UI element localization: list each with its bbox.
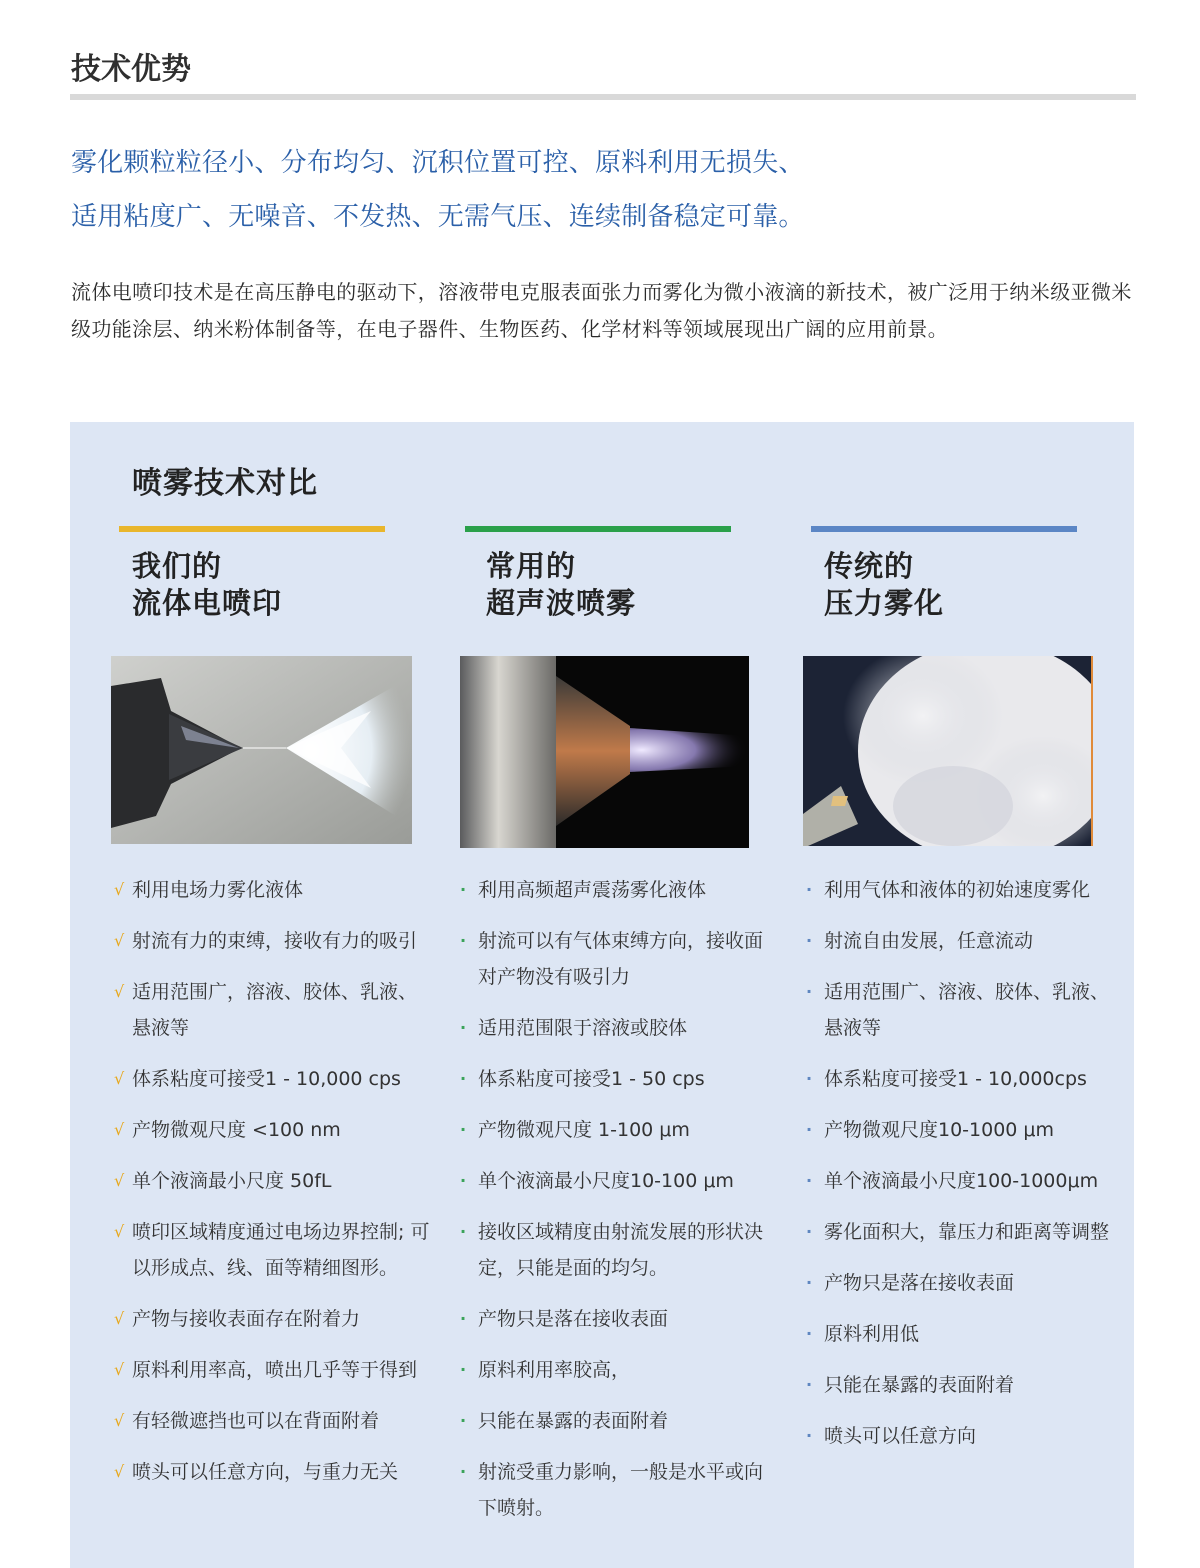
column-3-item: · 单个液滴最小尺度100-1000μm [806,1163,1116,1199]
bullet-dot-icon: · [460,1360,467,1379]
comparison-title: 喷雾技术对比 [132,466,318,501]
column-2-item: · 产物只是落在接收表面 [460,1301,780,1337]
intro-paragraph: 流体电喷印技术是在高压静电的驱动下，溶液带电克服表面张力而雾化为微小液滴的新技术，被广泛用于纳米级亚微米级功能涂层、纳米粉体制备等，在电子器件、生物医药、化学材料等领域展现出广阔的应用前景。 [71,280,1132,341]
column-1-item: √ 射流有力的束缚，接收有力的吸引 [114,923,434,959]
check-icon: √ [114,1171,125,1190]
column-1-heading-line-2: 流体电喷印 [132,586,283,620]
bullet-dot-icon: · [806,1324,813,1343]
column-1-item: √ 喷头可以任意方向，与重力无关 [114,1454,434,1490]
bullet-dot-icon: · [460,1018,467,1037]
column-3-item: · 雾化面积大，靠压力和距离等调整 [806,1214,1116,1250]
column-1-item: √ 产物微观尺度 <100 nm [114,1112,434,1148]
bullet-dot-icon: · [460,1222,467,1241]
column-1-list [114,872,434,1505]
column-2-item: · 只能在暴露的表面附着 [460,1403,780,1439]
column-2-item: · 适用范围限于溶液或胶体 [460,1010,780,1046]
check-icon: √ [114,1120,125,1139]
column-3-heading-line-2: 压力雾化 [824,586,945,620]
column-1-heading-line-1: 我们的 [132,549,223,583]
ultrasonic-spray-photo [460,656,749,848]
bullet-dot-icon: · [460,880,467,899]
column-1-item: √ 有轻微遮挡也可以在背面附着 [114,1403,434,1439]
bullet-dot-icon: · [460,1069,467,1088]
column-3-item: · 产物只是落在接收表面 [806,1265,1116,1301]
electrospray-photo [111,656,412,844]
tagline-line-2: 适用粘度广、无噪音、不发热、无需气压、连续制备稳定可靠。 [71,202,805,232]
check-icon: √ [114,1309,125,1328]
column-3-heading-line-1: 传统的 [824,549,915,583]
column-2-list [460,872,780,1541]
bullet-dot-icon: · [806,880,813,899]
column-3-item: · 利用气体和液体的初始速度雾化 [806,872,1116,908]
title-divider [70,94,1136,100]
column-3-item: · 喷头可以任意方向 [806,1418,1116,1454]
column-3-accent-bar [811,526,1077,532]
column-2-heading-line-2: 超声波喷雾 [486,586,637,620]
column-2-item: · 射流受重力影响，一般是水平或向下喷射。 [460,1454,780,1526]
column-1-item: √ 喷印区域精度通过电场边界控制; 可以形成点、线、面等精细图形。 [114,1214,434,1286]
column-1-accent-bar [119,526,385,532]
check-icon: √ [114,1222,125,1241]
bullet-dot-icon: · [806,1375,813,1394]
bullet-dot-icon: · [460,1462,467,1481]
column-2-item: · 原料利用率胶高， [460,1352,780,1388]
column-2-item: · 射流可以有气体束缚方向，接收面对产物没有吸引力 [460,923,780,995]
bullet-dot-icon: · [806,1171,813,1190]
column-3-item: · 产物微观尺度10-1000 μm [806,1112,1116,1148]
column-1-item: √ 单个液滴最小尺度 50fL [114,1163,434,1199]
column-2-heading [486,548,636,622]
column-1-heading [132,548,282,622]
bullet-dot-icon: · [806,931,813,950]
check-icon: √ [114,1069,125,1088]
bullet-dot-icon: · [806,1273,813,1292]
column-3-list [806,872,1116,1469]
bullet-dot-icon: · [460,1411,467,1430]
check-icon: √ [114,982,125,1001]
column-2-item: · 单个液滴最小尺度10-100 μm [460,1163,780,1199]
check-icon: √ [114,931,125,950]
bullet-dot-icon: · [460,1171,467,1190]
column-3-heading [824,548,944,622]
tagline-line-1: 雾化颗粒粒径小、分布均匀、沉积位置可控、原料利用无损失、 [71,148,805,178]
column-3-item: · 原料利用低 [806,1316,1116,1352]
column-3-item: · 体系粘度可接受1 - 10,000cps [806,1061,1116,1097]
bullet-dot-icon: · [806,1069,813,1088]
bullet-dot-icon: · [806,982,813,1001]
bullet-dot-icon: · [806,1222,813,1241]
bullet-dot-icon: · [460,931,467,950]
column-1-item: √ 适用范围广，溶液、胶体、乳液、悬液等 [114,974,434,1046]
column-3-item: · 射流自由发展，任意流动 [806,923,1116,959]
column-2-heading-line-1: 常用的 [486,549,577,583]
bullet-dot-icon: · [460,1309,467,1328]
column-1-item: √ 利用电场力雾化液体 [114,872,434,908]
check-icon: √ [114,1360,125,1379]
column-1-item: √ 体系粘度可接受1 - 10,000 cps [114,1061,434,1097]
column-2-accent-bar [465,526,731,532]
column-1-item: √ 产物与接收表面存在附着力 [114,1301,434,1337]
column-2-item: · 体系粘度可接受1 - 50 cps [460,1061,780,1097]
section-title: 技术优势 [71,52,191,87]
pressure-atomization-photo [803,656,1093,846]
check-icon: √ [114,880,125,899]
column-1-item: √ 原料利用率高，喷出几乎等于得到 [114,1352,434,1388]
column-3-item: · 只能在暴露的表面附着 [806,1367,1116,1403]
bullet-dot-icon: · [806,1120,813,1139]
check-icon: √ [114,1462,125,1481]
column-3-item: · 适用范围广、溶液、胶体、乳液、悬液等 [806,974,1116,1046]
column-2-item: · 利用高频超声震荡雾化液体 [460,872,780,908]
bullet-dot-icon: · [460,1120,467,1139]
check-icon: √ [114,1411,125,1430]
column-2-item: · 接收区域精度由射流发展的形状决定，只能是面的均匀。 [460,1214,780,1286]
bullet-dot-icon: · [806,1426,813,1445]
column-2-item: · 产物微观尺度 1-100 μm [460,1112,780,1148]
